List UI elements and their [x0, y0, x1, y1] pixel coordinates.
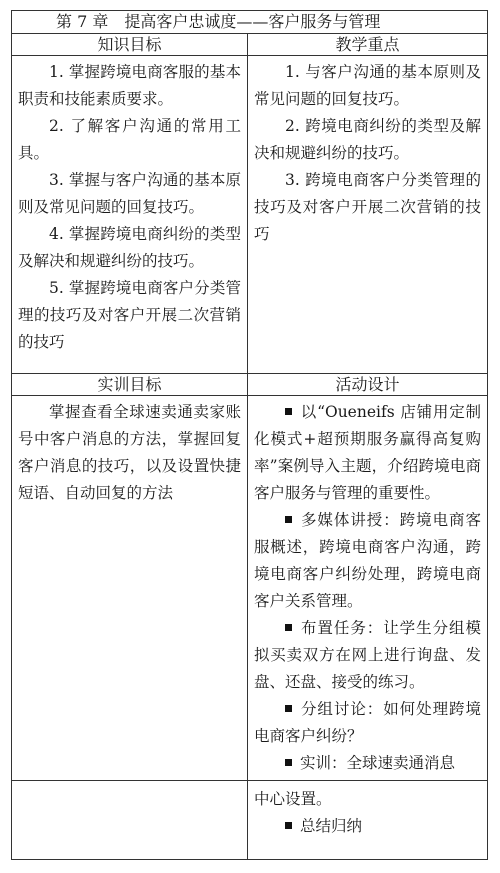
knowledge-goal-item: 2. 了解客户沟通的常用工具。	[18, 117, 241, 162]
knowledge-goal-item: 1. 掌握跨境电商客服的基本职责和技能素质要求。	[18, 63, 241, 108]
activity-item: 多媒体讲授：跨境电商客服概述，跨境电商客户沟通，跨境电商客户纠纷处理，跨境电商客户关系管理。	[254, 511, 482, 610]
knowledge-goal-item: 3. 掌握与客户沟通的基本原则及常见问题的回复技巧。	[18, 171, 241, 216]
knowledge-goals-cell	[12, 56, 248, 374]
square-bullet-icon	[285, 759, 292, 766]
teaching-focus-item: 3. 跨境电商客户分类管理的技巧及对客户开展二次营销的技巧	[254, 171, 482, 243]
teaching-focus-item: 2. 跨境电商纠纷的类型及解决和规避纠纷的技巧。	[254, 117, 482, 162]
square-bullet-icon	[285, 705, 292, 712]
continuation-text: 中心设置。	[254, 790, 332, 808]
training-goals-text: 掌握查看全球速卖通卖家账号中客户消息的方法，掌握回复客户消息的技巧，以及设置快捷短语、自动回复的方法	[18, 403, 241, 502]
square-bullet-icon	[285, 516, 292, 523]
square-bullet-icon	[285, 408, 292, 415]
knowledge-goal-item: 4. 掌握跨境电商纠纷的类型及解决和规避纠纷的技巧。	[18, 225, 241, 270]
activity-design-cell	[248, 396, 488, 781]
teaching-focus-item: 1. 与客户沟通的基本原则及常见问题的回复技巧。	[254, 63, 482, 108]
activity-item: 布置任务：让学生分组模拟买卖双方在网上进行询盘、发盘、还盘、接受的练习。	[254, 619, 482, 691]
chapter-title: 第 7 章 提高客户忠诚度——客户服务与管理	[12, 11, 488, 34]
continuation-left-cell	[12, 772, 248, 860]
knowledge-goal-item: 5. 掌握跨境电商客户分类管理的技巧及对客户开展二次营销的技巧	[18, 279, 241, 351]
lesson-plan-table	[11, 10, 488, 781]
continuation-table	[11, 772, 488, 860]
activity-design-header: 活动设计	[248, 374, 488, 396]
knowledge-goals-header: 知识目标	[12, 34, 248, 56]
square-bullet-icon	[285, 624, 292, 631]
activity-item: 总结归纳	[254, 813, 481, 840]
teaching-focus-cell	[248, 56, 488, 374]
activity-item: 实训：全球速卖通消息	[254, 750, 481, 777]
training-goals-cell	[12, 396, 248, 781]
training-goals-header: 实训目标	[12, 374, 248, 396]
activity-item: 以“Oueneifs 店铺用定制化模式+超预期服务赢得高复购率”案例导入主题，介绍跨境电商客户服务与管理的重要性。	[254, 403, 482, 502]
square-bullet-icon	[285, 822, 292, 829]
teaching-focus-header: 教学重点	[248, 34, 488, 56]
continuation-right-cell	[248, 772, 488, 860]
activity-item: 分组讨论：如何处理跨境电商客户纠纷？	[254, 700, 482, 745]
